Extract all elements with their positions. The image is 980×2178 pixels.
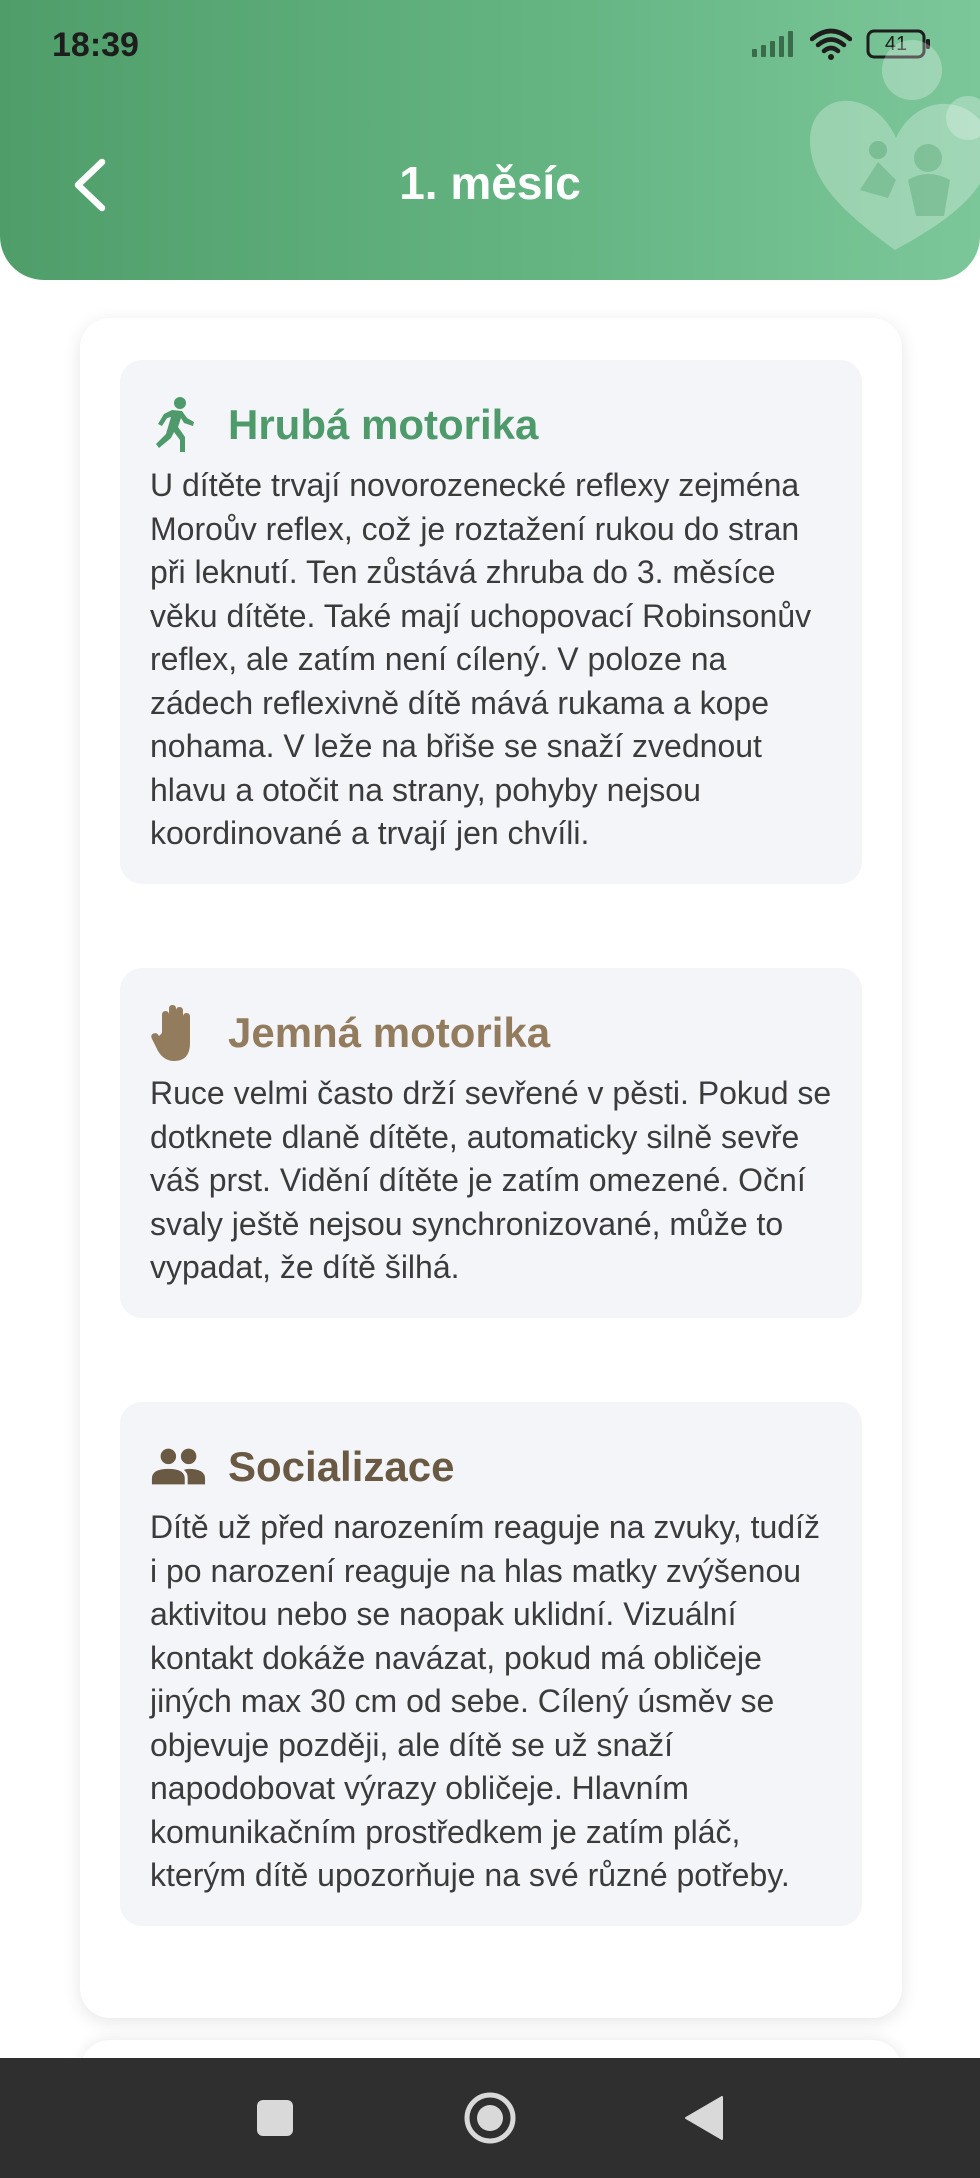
back-icon [684, 2095, 724, 2141]
battery-level: 41 [884, 33, 908, 55]
section-body: Dítě už před narozením reaguje na zvuky, tudíž i po narození reaguje na hlas matky zvýšenou aktivitou nebo se naopak uklidní. Vizuální kontakt dokáže navázat, pokud má obličeje jiných max 30 cm od sebe. Cílený úsměv se objevuje později, ale dítě se už snaží napodobovat výrazy obličeje. Hlavním komunikačním prostředkem je zatím pláč, kterým dítě upozorňuje na své různé potřeby. [150, 1509, 820, 1893]
hand-icon [150, 1003, 206, 1063]
section-header [150, 390, 832, 460]
section-body: U dítěte trvají novorozenecké reflexy zejména Moroův reflex, což je roztažení rukou do stran při leknutí. Ten zůstává zhruba do 3. měsíce věku dítěte. Také mají uchopovací Robinsonův reflex, ale zatím není cílený. V poloze na zádech reflexivně dítě mává rukama a kope nohama. V leže na břiše se snaží zvednout hlavu a otočit na strany, pohyby nejsou koordinované a trvají jen chvíli. [150, 467, 812, 851]
section-fine-motor [120, 968, 862, 1318]
section-title: Hrubá motorika [228, 401, 539, 448]
section-socialization [120, 1402, 862, 1926]
section-title: Jemná motorika [228, 1009, 551, 1056]
system-navigation-bar [0, 2058, 980, 2178]
section-gross-motor [120, 360, 862, 884]
section-header [150, 1432, 832, 1502]
section-body: Ruce velmi často drží sevřené v pěsti. Pokud se dotknete dlaně dítěte, automaticky silně sevře váš prst. Vidění dítěte je zatím omezené. Oční svaly ještě nejsou synchronizované, může to vypadat, že dítě šilhá. [150, 1075, 832, 1285]
signal-icon [752, 31, 796, 57]
status-time: 18:39 [52, 26, 139, 64]
recent-apps-button[interactable] [245, 2058, 305, 2178]
recent-apps-icon [256, 2099, 294, 2137]
section-header [150, 998, 832, 1068]
home-button[interactable] [460, 2058, 520, 2178]
mother-child-heart-logo [800, 40, 980, 260]
system-back-button[interactable] [674, 2058, 734, 2178]
page-title: 1. měsíc [399, 157, 581, 209]
people-icon [150, 1437, 206, 1497]
running-person-icon [150, 395, 206, 455]
section-title: Socializace [228, 1443, 455, 1490]
app-header [0, 0, 980, 280]
content-card [80, 318, 902, 2018]
home-icon [463, 2091, 517, 2145]
